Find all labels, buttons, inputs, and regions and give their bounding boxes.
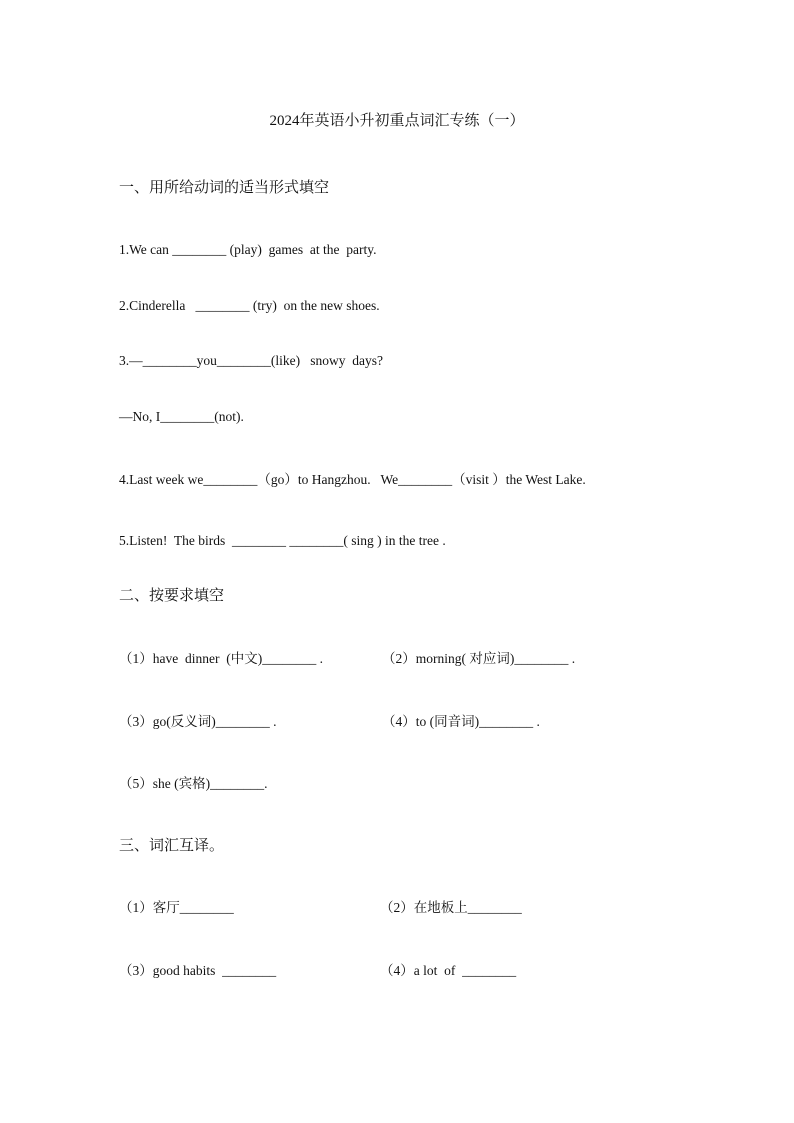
question-3-answer: —No, I________(not). (119, 409, 244, 424)
fill-item-2: （2）morning( 对应词)________ . (382, 651, 576, 666)
translate-item-4: （4）a lot of ________ (380, 963, 517, 978)
fill-item-3: （3）go(反义词)________ . (119, 714, 277, 729)
question-1: 1.We can ________ (play) games at the party. (119, 242, 377, 257)
question-3: 3.—________you________(like) snowy days? (119, 353, 383, 368)
section-heading-3: 三、词汇互译。 (119, 836, 225, 854)
translate-item-2: （2）在地板上________ (380, 900, 522, 915)
section-heading-2: 二、按要求填空 (119, 586, 225, 604)
question-4: 4.Last week we________（go）to Hangzhou. We________（visit ）the West Lake. (119, 472, 586, 487)
page-title: 2024年英语小升初重点词汇专练（一） (269, 113, 525, 129)
fill-item-5: （5）she (宾格)________. (119, 776, 268, 791)
translate-item-3: （3）good habits ________ (119, 963, 277, 978)
question-2: 2.Cinderella ________ (try) on the new shoes. (119, 298, 380, 313)
translate-item-1: （1）客厅________ (119, 900, 234, 915)
question-5: 5.Listen! The birds ________ ________( sing ) in the tree . (119, 533, 446, 548)
section-heading-1: 一、用所给动词的适当形式填空 (119, 178, 330, 196)
fill-item-4: （4）to (同音词)________ . (382, 714, 540, 729)
fill-item-1: （1）have dinner (中文)________ . (119, 651, 323, 666)
